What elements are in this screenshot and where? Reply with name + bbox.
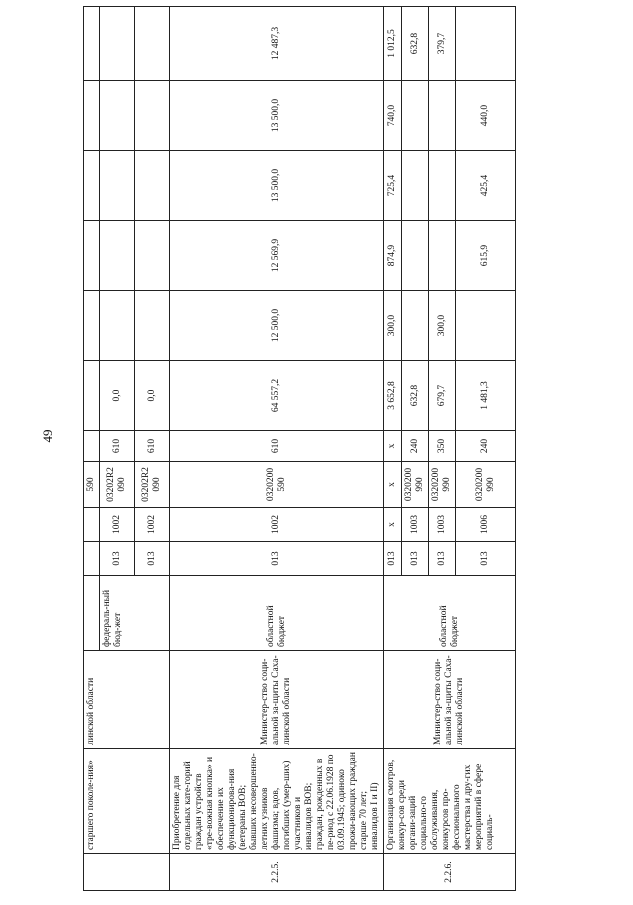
grbs-cell: 013 [135,542,170,576]
value-2020-cell: 12 500,0 [170,291,384,361]
grbs-cell: 013 [429,542,456,576]
vr-cell: 240 [402,431,429,462]
num-cell: 2.2.6. [384,854,516,891]
rzpr-cell: х [384,508,402,542]
value-2021-cell [100,221,135,291]
value-2020-cell: 300,0 [384,291,402,361]
program-name-cell: Организация смотров, конкур-сов среди органи-заций социально-го обслуживания, конкурсов про-фессионального мастерства и дру-гих мероприятий в сфере социаль- [384,749,516,854]
vr-cell: 610 [170,431,384,462]
program-name-cell: Приобретение для отдельных кате-горий граждан устройств «тре-вожная кнопка» и обеспечение их функционирова-ния (ветераны ВОВ; бывших несовершенно-летних узников фашизма; вдов, погибших (умер-ших) участников и инвалидов ВОВ; граждан, рожденных в пе-риод с 22.06.1928 по 03.09.1945; одиноко прожи-вающих граждан старше 70 лет; инвалидов I и II) [170,749,384,854]
value-2023-cell [100,81,135,151]
vr-cell: 240 [456,431,516,462]
value-2019-cell: 64 557,2 [170,361,384,431]
value-2019-cell: 0,0 [100,361,135,431]
program-name-cell: старшего поколе-ния» [84,749,170,854]
executor-cell: Министер-ство соци-альной за-щиты Саха-линской области [170,651,384,749]
grbs-cell: 013 [456,542,516,576]
csr-cell: 03202R2 090 [100,462,135,508]
value-2022-cell: 425,4 [456,151,516,221]
table-row [84,7,100,891]
value-2019-cell: 632,8 [402,361,429,431]
csr-cell: 03202R2 090 [135,462,170,508]
value-2024-cell: 1 012,5 [384,7,402,81]
budget-table [83,6,516,891]
csr-cell: 0320200 590 [170,462,384,508]
executor-cell: линской области [84,651,170,749]
executor-cell: Министер-ство соци-альной за-щиты Саха-линской области [384,651,516,749]
value-2020-cell [135,291,170,361]
value-2021-cell [402,221,429,291]
source-cell [84,576,100,651]
csr-cell: 0320200 990 [429,462,456,508]
csr-cell: 0320200 990 [402,462,429,508]
value-2023-cell [429,81,456,151]
rotated-table-page [83,11,611,891]
value-2019-cell: 1 481,3 [456,361,516,431]
value-2022-cell [135,151,170,221]
rzpr-cell [84,508,100,542]
value-2023-cell [135,81,170,151]
source-cell: областной бюджет [170,576,384,651]
vr-cell: 610 [100,431,135,462]
csr-cell: 590 [84,462,100,508]
value-2024-cell [456,7,516,81]
value-2022-cell [402,151,429,221]
value-2022-cell [100,151,135,221]
value-2024-cell: 632,8 [402,7,429,81]
value-2020-cell [456,291,516,361]
grbs-cell: 013 [402,542,429,576]
grbs-cell [84,542,100,576]
value-2022-cell: 13 500,0 [170,151,384,221]
page-number: 49 [40,429,55,443]
value-2022-cell [84,151,100,221]
value-2022-cell [429,151,456,221]
rzpr-cell: 1003 [402,508,429,542]
rzpr-cell: 1002 [100,508,135,542]
grbs-cell: 013 [170,542,384,576]
source-cell: областной бюджет [384,576,516,651]
value-2024-cell [84,7,100,81]
value-2023-cell: 740,0 [384,81,402,151]
value-2021-cell [135,221,170,291]
value-2020-cell [402,291,429,361]
value-2020-cell [100,291,135,361]
value-2024-cell [135,7,170,81]
csr-cell: х [384,462,402,508]
vr-cell: х [384,431,402,462]
vr-cell: 610 [135,431,170,462]
value-2024-cell: 12 487,3 [170,7,384,81]
value-2021-cell: 615,9 [456,221,516,291]
rzpr-cell: 1002 [170,508,384,542]
source-cell: федераль-ный бюд-жет [100,576,170,651]
value-2019-cell: 0,0 [135,361,170,431]
value-2024-cell [100,7,135,81]
rzpr-cell: 1003 [429,508,456,542]
table-row [384,7,402,891]
value-2023-cell [84,81,100,151]
grbs-cell: 013 [384,542,402,576]
vr-cell: 350 [429,431,456,462]
value-2020-cell: 300,0 [429,291,456,361]
num-cell [84,854,170,891]
value-2022-cell: 725,4 [384,151,402,221]
value-2023-cell [402,81,429,151]
value-2019-cell: 679,7 [429,361,456,431]
rzpr-cell: 1002 [135,508,170,542]
csr-cell: 0320200 990 [456,462,516,508]
vr-cell [84,431,100,462]
value-2021-cell: 12 569,9 [170,221,384,291]
value-2019-cell: 3 652,8 [384,361,402,431]
grbs-cell: 013 [100,542,135,576]
value-2023-cell: 440,0 [456,81,516,151]
num-cell: 2.2.5. [170,854,384,891]
value-2019-cell [84,361,100,431]
value-2023-cell: 13 500,0 [170,81,384,151]
value-2021-cell [429,221,456,291]
value-2020-cell [84,291,100,361]
value-2024-cell: 379,7 [429,7,456,81]
rzpr-cell: 1006 [456,508,516,542]
table-row [170,7,384,891]
value-2021-cell: 874,9 [384,221,402,291]
value-2021-cell [84,221,100,291]
